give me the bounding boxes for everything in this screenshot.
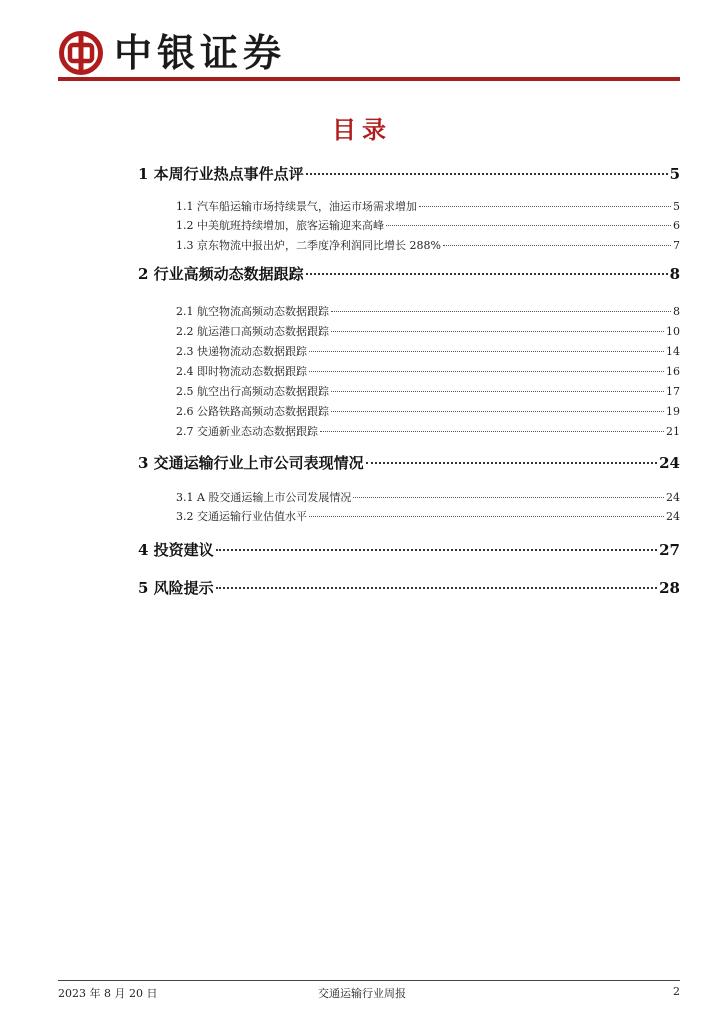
toc-entry-label: 4 投资建议: [138, 541, 214, 559]
toc-dot-leader: [331, 410, 664, 412]
toc-entry-page: 8: [673, 305, 680, 318]
page-header: [0, 0, 724, 90]
toc-dot-leader: [331, 310, 671, 312]
brand-name: 中银证券: [114, 31, 287, 75]
toc-entry-label: 2.3 快递物流动态数据跟踪: [176, 345, 307, 358]
toc-subsection-link[interactable]: [176, 489, 680, 505]
toc-entry-page: 5: [669, 165, 680, 183]
toc-dot-leader: [309, 515, 664, 517]
toc-dot-leader: [216, 586, 657, 589]
toc-entry-label: 5 风险提示: [138, 579, 214, 597]
toc-entry-label: 3.2 交通运输行业估值水平: [176, 510, 307, 523]
toc-entry-page: 10: [666, 325, 680, 338]
header-divider: [58, 77, 680, 81]
toc-subsection-link[interactable]: [176, 217, 680, 233]
toc-dot-leader: [320, 430, 664, 432]
toc-title: 目录: [332, 116, 392, 144]
toc-entry-page: 21: [666, 425, 680, 438]
toc-entry-page: 7: [673, 239, 680, 252]
footer-divider: [58, 980, 680, 981]
toc-subsection-link[interactable]: [176, 343, 680, 359]
toc-entry-page: 16: [666, 365, 680, 378]
toc-dot-leader: [309, 370, 664, 372]
toc-entry-label: 1.3 京东物流中报出炉，二季度净利润同比增长 288%: [176, 239, 441, 252]
footer-date: 2023 年 8 月 20 日: [58, 987, 158, 1000]
toc-entry-page: 24: [666, 491, 680, 504]
toc-entry-page: 8: [669, 265, 680, 283]
toc-entry-page: 28: [659, 579, 680, 597]
footer-page-number: 2: [673, 985, 680, 998]
toc-entry-label: 1 本周行业热点事件点评: [138, 165, 304, 183]
toc-entry-page: 17: [666, 385, 680, 398]
toc-entry-label: 2.4 即时物流动态数据跟踪: [176, 365, 307, 378]
toc-entry-page: 24: [659, 454, 680, 472]
toc-entry-label: 2.7 交通新业态动态数据跟踪: [176, 425, 318, 438]
toc-dot-leader: [216, 548, 657, 551]
toc-entry-label: 1.1 汽车船运输市场持续景气，油运市场需求增加: [176, 200, 417, 213]
bank-of-china-logo-icon: [58, 30, 104, 76]
toc-subsection-link[interactable]: [176, 237, 680, 253]
toc-entry-label: 3 交通运输行业上市公司表现情况: [138, 454, 364, 472]
toc-subsection-link[interactable]: [176, 423, 680, 439]
toc-section-link[interactable]: [138, 577, 680, 598]
toc-entry-page: 24: [666, 510, 680, 523]
toc-section-link[interactable]: [138, 163, 680, 184]
toc-entry-page: 14: [666, 345, 680, 358]
toc-subsection-link[interactable]: [176, 383, 680, 399]
toc-entry-label: 2.6 公路铁路高频动态数据跟踪: [176, 405, 329, 418]
toc-dot-leader: [306, 272, 668, 275]
toc-subsection-link[interactable]: [176, 323, 680, 339]
footer-report-name: 交通运输行业周报: [318, 987, 406, 1000]
toc-subsection-link[interactable]: [176, 303, 680, 319]
toc-entry-page: 6: [673, 219, 680, 232]
toc-dot-leader: [366, 461, 657, 464]
toc-entry-label: 2.5 航空出行高频动态数据跟踪: [176, 385, 329, 398]
toc-entry-page: 27: [659, 541, 680, 559]
toc-dot-leader: [331, 330, 664, 332]
toc-section-link[interactable]: [138, 452, 680, 473]
toc-entry-label: 2.1 航空物流高频动态数据跟踪: [176, 305, 329, 318]
toc-dot-leader: [353, 496, 664, 498]
toc-entry-label: 1.2 中美航班持续增加，旅客运输迎来高峰: [176, 219, 384, 232]
toc-dot-leader: [331, 390, 664, 392]
toc-subsection-link[interactable]: [176, 508, 680, 524]
toc-subsection-link[interactable]: [176, 363, 680, 379]
toc-dot-leader: [306, 172, 668, 175]
toc-entry-label: 2 行业高频动态数据跟踪: [138, 265, 304, 283]
toc-subsection-link[interactable]: [176, 403, 680, 419]
toc-section-link[interactable]: [138, 539, 680, 560]
toc-entry-page: 5: [673, 200, 680, 213]
toc-entry-page: 19: [666, 405, 680, 418]
toc-subsection-link[interactable]: [176, 198, 680, 214]
toc-section-link[interactable]: [138, 263, 680, 284]
toc-dot-leader: [386, 224, 671, 226]
toc-dot-leader: [309, 350, 664, 352]
toc-dot-leader: [419, 205, 671, 207]
toc-dot-leader: [443, 244, 671, 246]
toc-entry-label: 2.2 航运港口高频动态数据跟踪: [176, 325, 329, 338]
toc-entry-label: 3.1 A 股交通运输上市公司发展情况: [176, 491, 352, 504]
